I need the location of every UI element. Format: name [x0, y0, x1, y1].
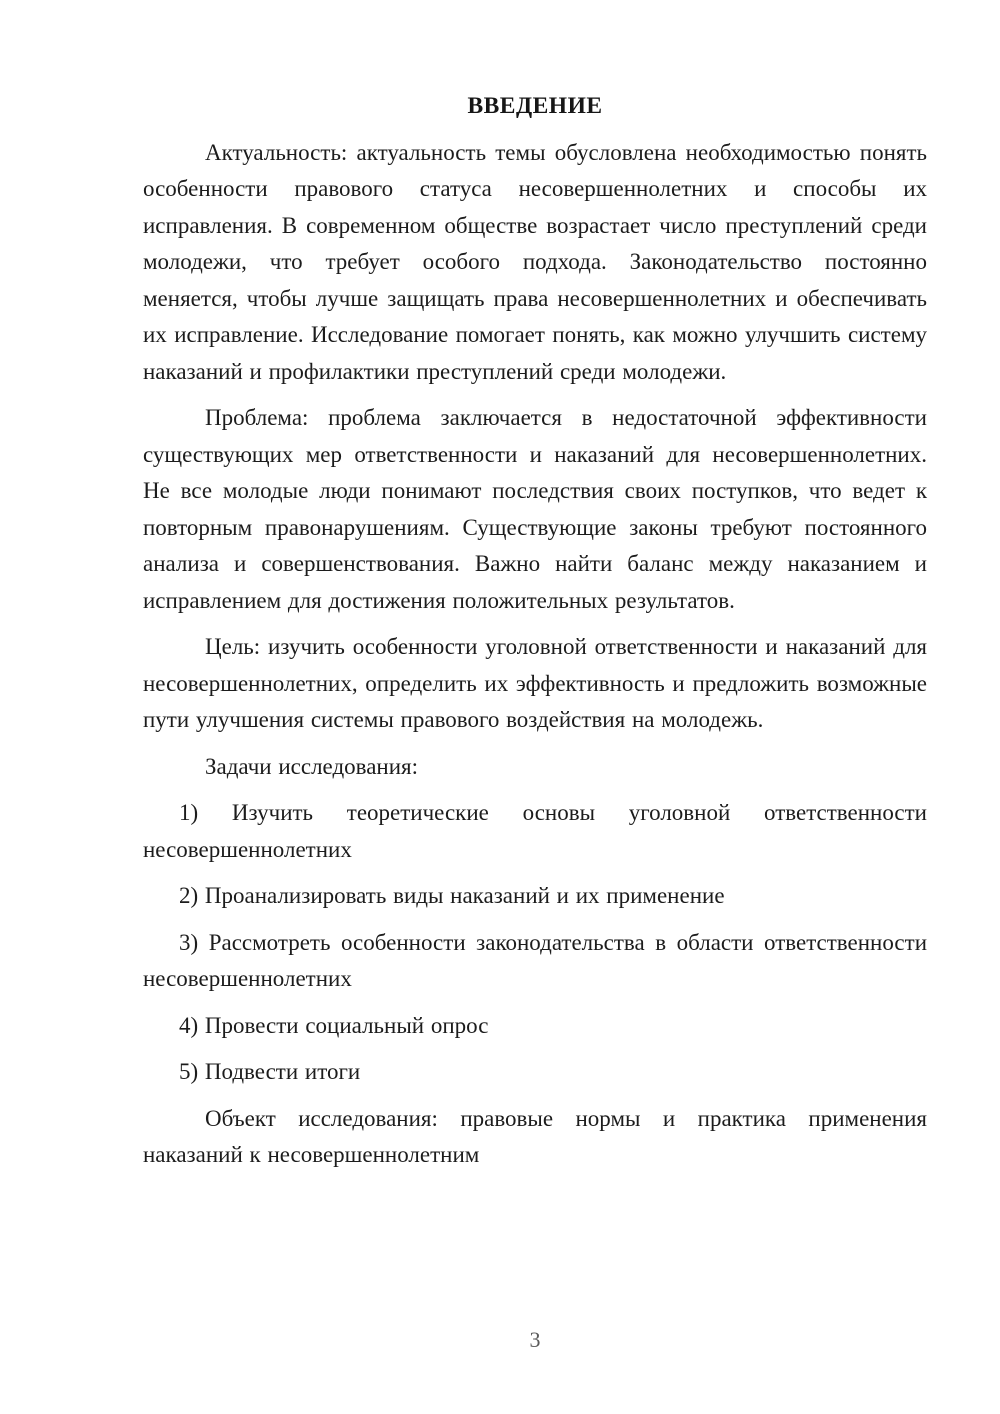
tasks-heading: Задачи исследования:: [205, 753, 419, 779]
paragraph-research-object: Объект исследования: правовые нормы и практика применения наказаний к несовершеннолетним: [143, 1105, 927, 1167]
paragraph-problem: Проблема: проблема заключается в недостаточной эффективности существующих мер ответственности и наказаний для несовершеннолетних. Не все молодые люди понимают последствия своих поступков, что ведет к повторным правонарушениям. Существующие законы требуют постоянного анализа и совершенствования. Важно найти баланс между наказанием и исправлением для достижения положительных результатов.: [143, 405, 927, 613]
paragraph-goal: Цель: изучить особенности уголовной ответственности и наказаний для несовершеннолетних, определить их эффективность и предложить возможные пути улучшения системы правового воздействия на молодежь.: [143, 634, 927, 732]
page-number: 3: [529, 1327, 541, 1352]
task-item-4: 4) Провести социальный опрос: [179, 1012, 489, 1038]
task-item-2: 2) Проанализировать виды наказаний и их применение: [179, 883, 725, 908]
task-item-5: 5) Подвести итоги: [179, 1059, 361, 1084]
page-content: [143, 88, 927, 1174]
task-item-3: 3) Рассмотреть особенности законодательства в области ответственности несовершеннолетних: [143, 929, 927, 991]
paragraph-relevance: Актуальность: актуальность темы обусловлена необходимостью понять особенности правового статуса несовершеннолетних и способы их исправления. В современном обществе возрастает число преступлений среди молодежи, что требует особого подхода. Законодательство постоянно меняется, чтобы лучше защищать права несовершеннолетних и обеспечивать их исправление. Исследование помогает понять, как можно улучшить систему наказаний и профилактики преступлений среди молодежи.: [143, 139, 927, 384]
page-title: ВВЕДЕНИЕ: [467, 93, 603, 119]
task-item-1: 1) Изучить теоретические основы уголовной ответственности несовершеннолетних: [143, 800, 927, 862]
